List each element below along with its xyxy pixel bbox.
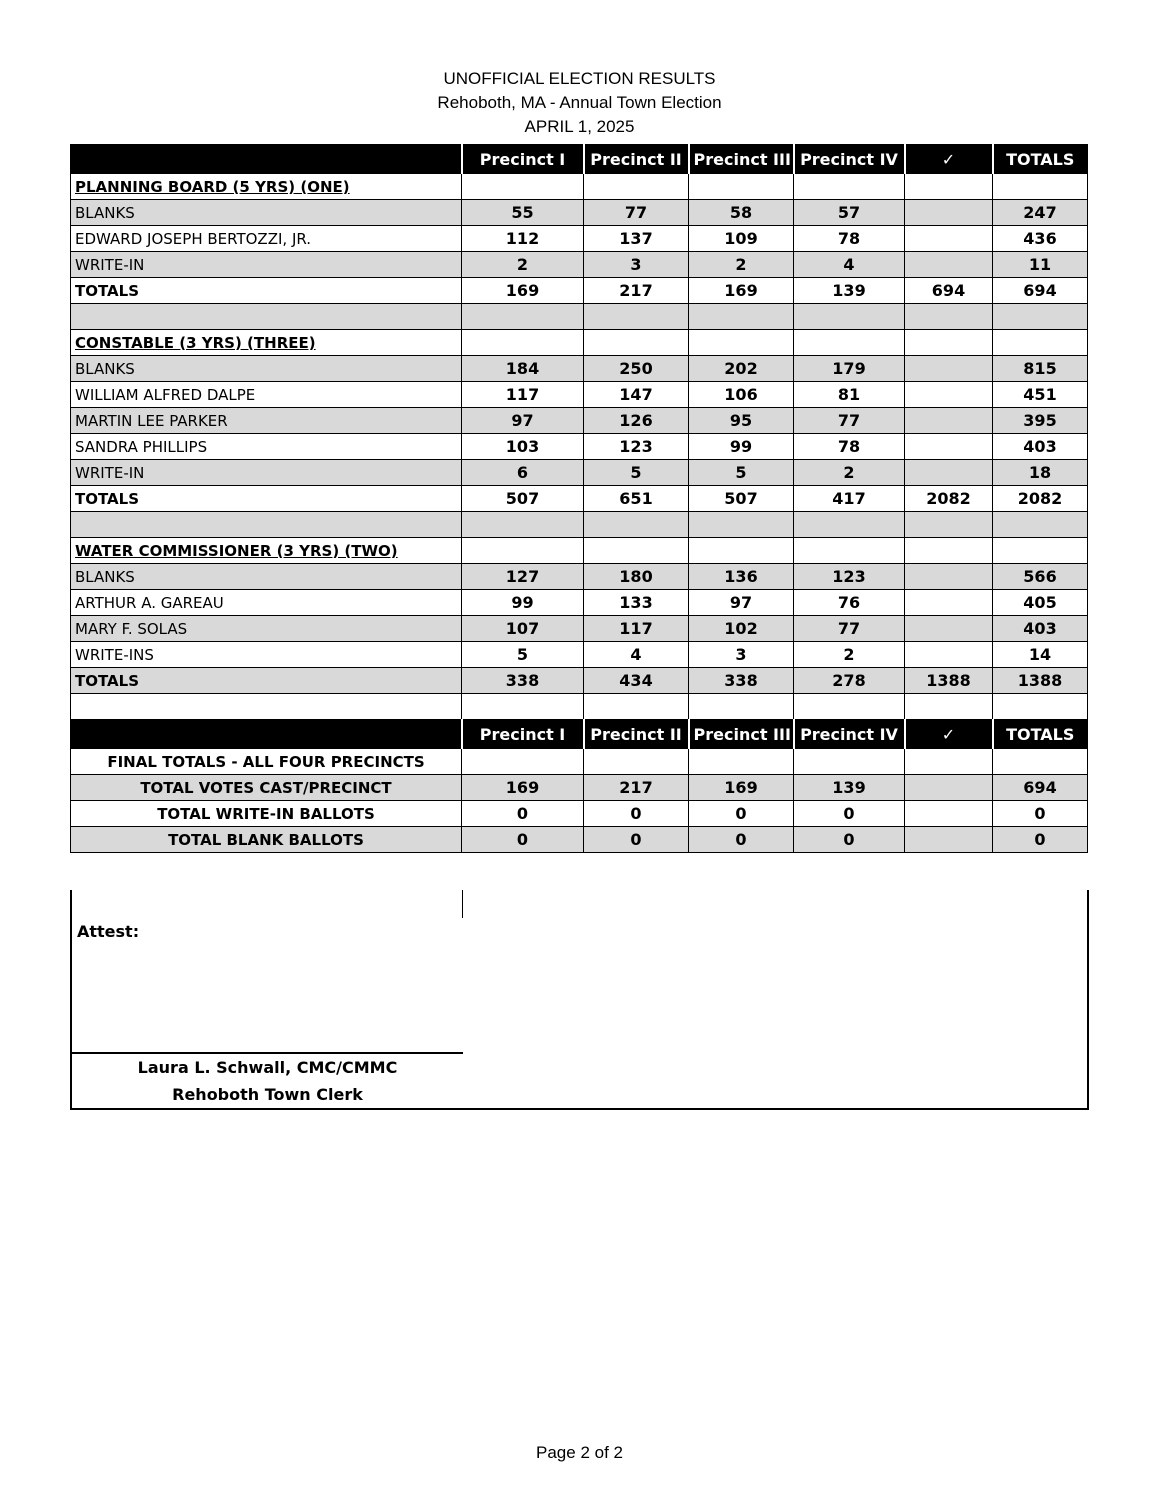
- cell-check: [905, 408, 993, 434]
- table-row: [71, 356, 1088, 382]
- attest-label: Attest:: [77, 922, 140, 941]
- table-row: [71, 827, 1088, 853]
- cell-check: [905, 590, 993, 616]
- cell-p3: 169: [689, 775, 794, 801]
- cell-p3: 2: [689, 252, 794, 278]
- cell-p4: 57: [794, 200, 905, 226]
- row-label: WRITE-IN: [71, 252, 462, 278]
- signature-line: [72, 1052, 463, 1054]
- header-blank-cell: [71, 720, 462, 749]
- cell-p1: 0: [462, 827, 584, 853]
- cell-p3: 5: [689, 460, 794, 486]
- section-water-commissioner: WATER COMMISSIONER (3 YRS) (TWO): [71, 538, 462, 564]
- totals-row: [71, 278, 1088, 304]
- cell-p2: 434: [584, 668, 689, 694]
- table-row: [71, 801, 1088, 827]
- row-label: WRITE-IN: [71, 460, 462, 486]
- column-header-row: [71, 145, 1088, 174]
- header-date: APRIL 1, 2025: [524, 117, 635, 136]
- section-title-row: [71, 174, 1088, 200]
- cell-p1: 107: [462, 616, 584, 642]
- cell-total: 436: [993, 226, 1088, 252]
- totals-row: [71, 486, 1088, 512]
- cell-p2: 117: [584, 616, 689, 642]
- cell-p3: 106: [689, 382, 794, 408]
- cell-total: 247: [993, 200, 1088, 226]
- cell-p4: 179: [794, 356, 905, 382]
- cell-p1: 99: [462, 590, 584, 616]
- table-row: [71, 226, 1088, 252]
- cell-check: [905, 252, 993, 278]
- attest-box: [70, 890, 1089, 1110]
- cell-p4: 2: [794, 460, 905, 486]
- cell-total: 0: [993, 827, 1088, 853]
- cell-p1: 2: [462, 252, 584, 278]
- cell-p3: 0: [689, 827, 794, 853]
- cell-p3: 136: [689, 564, 794, 590]
- cell-p3: 109: [689, 226, 794, 252]
- cell-total: 694: [993, 775, 1088, 801]
- cell-p1: 112: [462, 226, 584, 252]
- row-label: TOTALS: [71, 486, 462, 512]
- row-label: ARTHUR A. GAREAU: [71, 590, 462, 616]
- row-label: SANDRA PHILLIPS: [71, 434, 462, 460]
- col-check: ✓: [905, 720, 993, 749]
- totals-row: [71, 668, 1088, 694]
- cell-check: [905, 827, 993, 853]
- cell-p4: 0: [794, 827, 905, 853]
- cell-total: 451: [993, 382, 1088, 408]
- cell-p3: 202: [689, 356, 794, 382]
- cell-p3: 0: [689, 801, 794, 827]
- cell-p2: 180: [584, 564, 689, 590]
- cell-total: 403: [993, 616, 1088, 642]
- cell-p3: 102: [689, 616, 794, 642]
- row-label: EDWARD JOSEPH BERTOZZI, JR.: [71, 226, 462, 252]
- cell-p1: 55: [462, 200, 584, 226]
- spacer-row: [71, 512, 1088, 538]
- cell-total: 566: [993, 564, 1088, 590]
- cell-p3: 58: [689, 200, 794, 226]
- divider: [462, 890, 463, 918]
- col-precinct-3: Precinct III: [689, 145, 794, 174]
- row-label: TOTAL WRITE-IN BALLOTS: [71, 801, 462, 827]
- cell-check: 694: [905, 278, 993, 304]
- col-precinct-1: Precinct I: [462, 720, 584, 749]
- row-label: WILLIAM ALFRED DALPE: [71, 382, 462, 408]
- cell-p3: 99: [689, 434, 794, 460]
- cell-p2: 77: [584, 200, 689, 226]
- cell-total: 14: [993, 642, 1088, 668]
- cell-p1: 507: [462, 486, 584, 512]
- cell-p3: 97: [689, 590, 794, 616]
- cell-p1: 117: [462, 382, 584, 408]
- cell-p4: 76: [794, 590, 905, 616]
- table-row: [71, 564, 1088, 590]
- cell-p2: 0: [584, 801, 689, 827]
- row-label: BLANKS: [71, 356, 462, 382]
- page-number: Page 2 of 2: [536, 1443, 623, 1462]
- row-label: TOTALS: [71, 668, 462, 694]
- cell-p2: 147: [584, 382, 689, 408]
- table-row: [71, 408, 1088, 434]
- cell-p4: 123: [794, 564, 905, 590]
- table-row: [71, 642, 1088, 668]
- row-label: BLANKS: [71, 564, 462, 590]
- cell-p4: 0: [794, 801, 905, 827]
- col-totals: TOTALS: [993, 720, 1088, 749]
- cell-check: 1388: [905, 668, 993, 694]
- section-title-row: [71, 538, 1088, 564]
- col-precinct-4: Precinct IV: [794, 145, 905, 174]
- col-totals: TOTALS: [993, 145, 1088, 174]
- header-blank-cell: [71, 145, 462, 174]
- cell-p4: 78: [794, 226, 905, 252]
- cell-p2: 123: [584, 434, 689, 460]
- row-label: MARY F. SOLAS: [71, 616, 462, 642]
- col-precinct-1: Precinct I: [462, 145, 584, 174]
- cell-p2: 5: [584, 460, 689, 486]
- col-precinct-2: Precinct II: [584, 145, 689, 174]
- cell-p1: 184: [462, 356, 584, 382]
- table-row: [71, 200, 1088, 226]
- cell-check: [905, 801, 993, 827]
- clerk-name: Laura L. Schwall, CMC/CMMC: [137, 1058, 398, 1077]
- row-label: TOTAL BLANK BALLOTS: [71, 827, 462, 853]
- cell-p4: 278: [794, 668, 905, 694]
- row-label: TOTALS: [71, 278, 462, 304]
- cell-p2: 137: [584, 226, 689, 252]
- section-constable: CONSTABLE (3 YRS) (THREE): [71, 330, 462, 356]
- cell-p3: 338: [689, 668, 794, 694]
- cell-total: 11: [993, 252, 1088, 278]
- cell-check: [905, 564, 993, 590]
- row-label: MARTIN LEE PARKER: [71, 408, 462, 434]
- cell-check: [905, 434, 993, 460]
- table-row: [71, 460, 1088, 486]
- section-title-row: [71, 330, 1088, 356]
- cell-p2: 651: [584, 486, 689, 512]
- cell-total: 694: [993, 278, 1088, 304]
- cell-p4: 77: [794, 408, 905, 434]
- cell-p4: 78: [794, 434, 905, 460]
- clerk-title: Rehoboth Town Clerk: [172, 1085, 363, 1104]
- table-row: [71, 434, 1088, 460]
- row-label: WRITE-INS: [71, 642, 462, 668]
- section-title-row: [71, 749, 1088, 775]
- cell-p2: 217: [584, 278, 689, 304]
- cell-p1: 169: [462, 278, 584, 304]
- header-subtitle: Rehoboth, MA - Annual Town Election: [437, 93, 722, 112]
- section-planning-board: PLANNING BOARD (5 YRS) (ONE): [71, 174, 462, 200]
- cell-check: [905, 356, 993, 382]
- cell-p3: 3: [689, 642, 794, 668]
- row-label: TOTAL VOTES CAST/PRECINCT: [71, 775, 462, 801]
- cell-p2: 217: [584, 775, 689, 801]
- cell-p2: 133: [584, 590, 689, 616]
- spacer-row: [71, 304, 1088, 330]
- cell-p4: 417: [794, 486, 905, 512]
- spacer-row: [71, 694, 1088, 720]
- cell-total: 403: [993, 434, 1088, 460]
- cell-p4: 139: [794, 775, 905, 801]
- cell-check: [905, 226, 993, 252]
- cell-p3: 95: [689, 408, 794, 434]
- table-row: [71, 590, 1088, 616]
- results-table: [70, 144, 1088, 853]
- cell-p3: 169: [689, 278, 794, 304]
- table-row: [71, 616, 1088, 642]
- cell-check: [905, 200, 993, 226]
- table-row: [71, 382, 1088, 408]
- cell-total: 18: [993, 460, 1088, 486]
- cell-p1: 0: [462, 801, 584, 827]
- cell-p4: 81: [794, 382, 905, 408]
- col-precinct-2: Precinct II: [584, 720, 689, 749]
- cell-p4: 4: [794, 252, 905, 278]
- section-final-totals: FINAL TOTALS - ALL FOUR PRECINCTS: [71, 749, 462, 775]
- cell-total: 405: [993, 590, 1088, 616]
- cell-total: 815: [993, 356, 1088, 382]
- row-label: BLANKS: [71, 200, 462, 226]
- cell-p2: 126: [584, 408, 689, 434]
- cell-p4: 2: [794, 642, 905, 668]
- cell-p1: 6: [462, 460, 584, 486]
- cell-check: [905, 460, 993, 486]
- col-check: ✓: [905, 145, 993, 174]
- cell-total: 2082: [993, 486, 1088, 512]
- cell-p1: 103: [462, 434, 584, 460]
- cell-p1: 127: [462, 564, 584, 590]
- cell-check: [905, 775, 993, 801]
- cell-p4: 77: [794, 616, 905, 642]
- cell-p1: 97: [462, 408, 584, 434]
- table-row: [71, 775, 1088, 801]
- col-precinct-3: Precinct III: [689, 720, 794, 749]
- cell-p1: 338: [462, 668, 584, 694]
- cell-check: 2082: [905, 486, 993, 512]
- final-column-header-row: [71, 720, 1088, 749]
- cell-check: [905, 616, 993, 642]
- cell-check: [905, 642, 993, 668]
- cell-p2: 3: [584, 252, 689, 278]
- cell-p3: 507: [689, 486, 794, 512]
- cell-p1: 169: [462, 775, 584, 801]
- cell-total: 1388: [993, 668, 1088, 694]
- header-title: UNOFFICIAL ELECTION RESULTS: [443, 69, 716, 88]
- col-precinct-4: Precinct IV: [794, 720, 905, 749]
- cell-p1: 5: [462, 642, 584, 668]
- cell-p4: 139: [794, 278, 905, 304]
- cell-check: [905, 382, 993, 408]
- table-row: [71, 252, 1088, 278]
- cell-total: 0: [993, 801, 1088, 827]
- cell-p2: 0: [584, 827, 689, 853]
- cell-total: 395: [993, 408, 1088, 434]
- cell-p2: 4: [584, 642, 689, 668]
- cell-p2: 250: [584, 356, 689, 382]
- document-header: [0, 67, 1159, 139]
